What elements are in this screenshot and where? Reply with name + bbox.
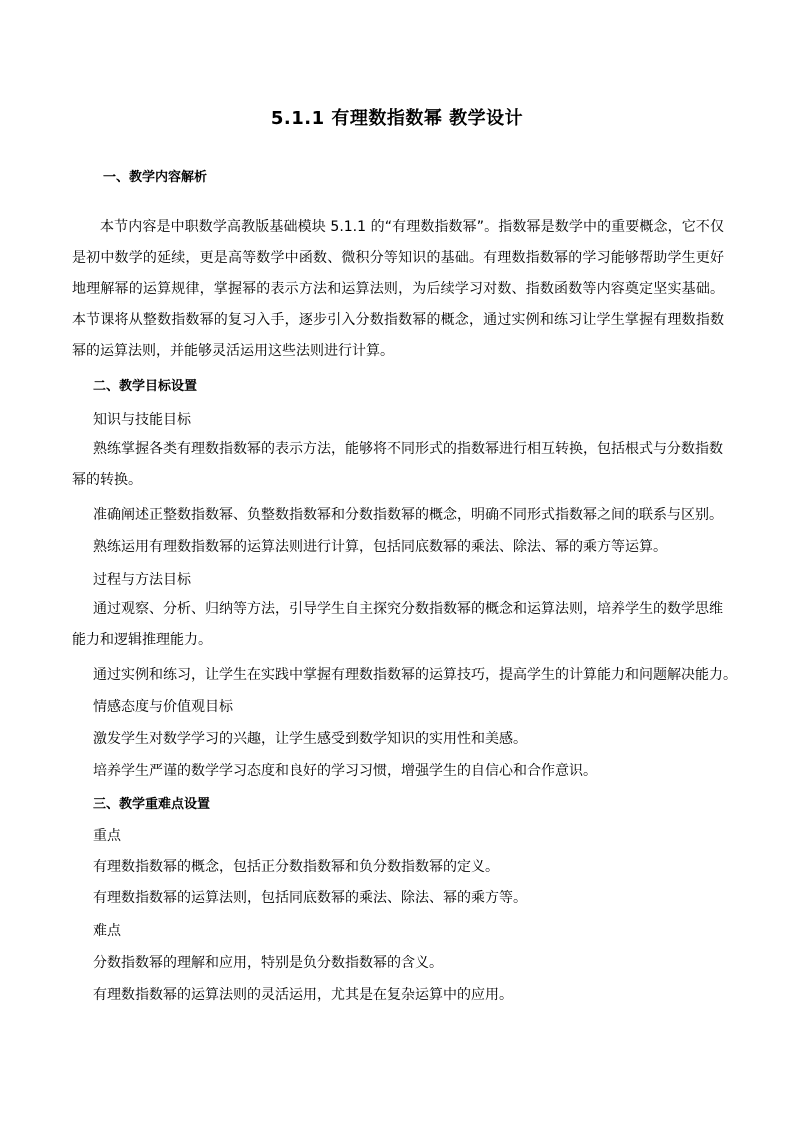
- paragraph-goal-1: 熟练掌握各类有理数指数幂的表示方法，能够将不同形式的指数幂进行相互转换，包括根式与分数指数幂的转换。: [72, 441, 723, 488]
- document-title: 5.1.1 有理数指数幂 教学设计: [270, 108, 524, 129]
- paragraph-key-point-2: 有理数指数幂的运算法则，包括同底数幂的乘法、除法、幂的乘方等。: [93, 890, 527, 906]
- paragraph-goal-3: 熟练运用有理数指数幂的运算法则进行计算，包括同底数幂的乘法、除法、幂的乘方等运算。: [93, 539, 667, 555]
- subheading-key-points: 重点: [93, 828, 121, 844]
- subheading-emotion-values: 情感态度与价值观目标: [93, 699, 233, 715]
- section-heading-teaching-goals: 二、教学目标设置: [93, 379, 198, 394]
- section-paragraph-content-analysis: 本节内容是中职数学高教版基础模块 5.1.1 的“有理数指数幂”。指数幂是数学中的重要概念，它不仅是初中数学的延续，更是高等数学中函数、微积分等知识的基础。有理数指数幂的学习能够帮助学生更好地理解幂的运算规律，掌握幂的表示方法和运算法则，为后续学习对数、指数函数等内容奠定坚实基础。本节课将从整数指数幂的复习入手，逐步引入分数指数幂的概念，通过实例和练习让学生掌握有理数指数幂的运算法则，并能够灵活运用这些法则进行计算。: [72, 219, 724, 359]
- paragraph-difficult-point-1: 分数指数幂的理解和应用，特别是负分数指数幂的含义。: [93, 955, 443, 971]
- section-heading-key-points: 三、教学重难点设置: [93, 797, 211, 812]
- paragraph-difficult-point-2: 有理数指数幂的运算法则的灵活运用，尤其是在复杂运算中的应用。: [93, 987, 513, 1003]
- paragraph-goal-6: 激发学生对数学学习的兴趣，让学生感受到数学知识的实用性和美感。: [93, 731, 527, 747]
- paragraph-key-point-1: 有理数指数幂的概念，包括正分数指数幂和负分数指数幂的定义。: [93, 859, 499, 875]
- subheading-process-methods: 过程与方法目标: [93, 572, 191, 588]
- paragraph-goal-5: 通过实例和练习，让学生在实践中掌握有理数指数幂的运算技巧，提高学生的计算能力和问题解决能力。: [93, 667, 737, 683]
- subheading-difficult-points: 难点: [93, 923, 121, 939]
- paragraph-goal-2: 准确阐述正整数指数幂、负整数指数幂和分数指数幂的概念，明确不同形式指数幂之间的联系与区别。: [93, 507, 723, 523]
- section-heading-content-analysis: 一、教学内容解析: [103, 170, 208, 185]
- paragraph-goal-4: 通过观察、分析、归纳等方法，引导学生自主探究分数指数幂的概念和运算法则，培养学生的数学思维能力和逻辑推理能力。: [72, 601, 723, 648]
- subheading-knowledge-skills: 知识与技能目标: [93, 412, 191, 428]
- paragraph-goal-7: 培养学生严谨的数学学习态度和良好的学习习惯，增强学生的自信心和合作意识。: [93, 763, 597, 779]
